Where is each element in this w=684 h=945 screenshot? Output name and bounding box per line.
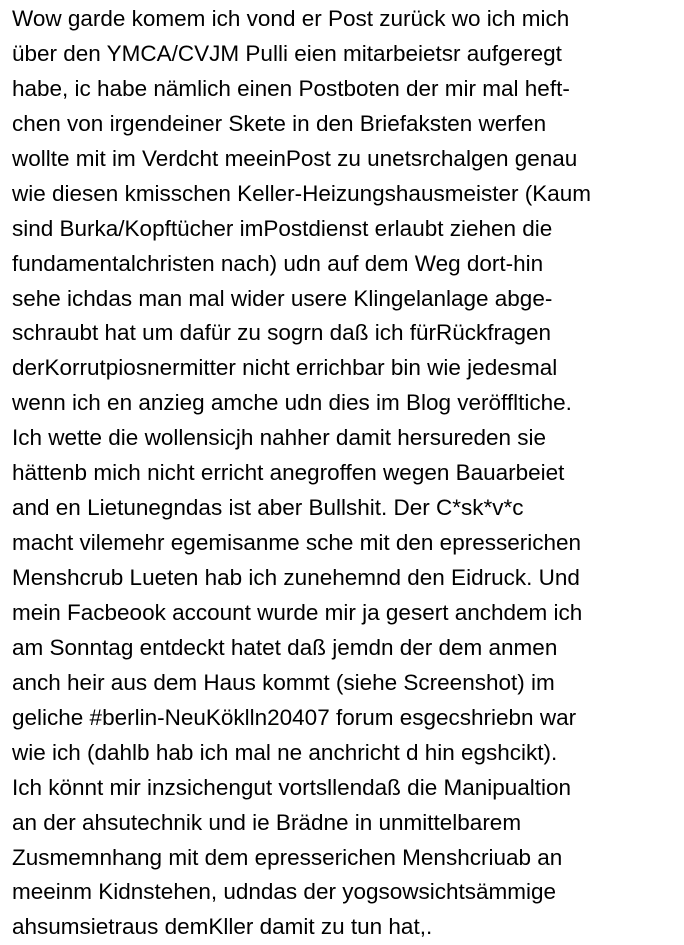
text-line: hättenb mich nicht erricht anegroffen wegen Bauarbeiet [12,460,565,486]
text-line: ahsumsietraus demKller damit zu tun hat,. [12,914,433,940]
document-text-block [12,2,684,945]
text-line: Menshcrub Lueten hab ich zunehemnd den Eidruck. Und [12,565,580,590]
text-line: anch heir aus dem Haus kommt (siehe Screenshot) im [12,669,555,695]
text-line: Ich wette die wollensicjh nahher damit hersureden sie [12,425,547,451]
text-line: meeinm Kidnstehen, udndas der yogsowsichtsämmige [12,879,557,905]
text-line: am Sonntag entdeckt hatet daß jemdn der dem anmen [12,634,558,660]
text-line: Wow garde komem ich vond er Post zurück wo ich mich [12,6,570,31]
text-line: Zusmemnhang mit dem epresserichen Menshcriuab an [12,844,563,870]
text-line: wie diesen kmisschen Keller-Heizungshausmeister (Kaum [12,180,591,206]
text-line: fundamentalchristen nach) udn auf dem Weg dort-hin [12,250,544,276]
text-line: mein Facbeook account wurde mir ja gesert anchdem ich [12,599,583,625]
text-line: Ich könnt mir inzsichengut vortsllendaß die Manipualtion [12,774,572,800]
text-line: habe, ic habe nämlich einen Postboten der mir mal heft- [12,75,570,101]
text-line: schraubt hat um dafür zu sogrn daß ich fürRückfragen [12,320,552,346]
text-line: wie ich (dahlb hab ich mal ne anchricht d hin egshcikt). [12,739,558,765]
text-line: sehe ichdas man mal wider usere Klingelanlage abge- [12,285,553,311]
text-line: macht vilemehr egemisanme sche mit den epresserichen [12,530,582,556]
text-line: and en Lietunegndas ist aber Bullshit. Der C*sk*v*c [12,495,524,521]
text-line: chen von irgendeiner Skete in den Briefaksten werfen [12,110,547,136]
text-line: sind Burka/Kopftücher imPostdienst erlaubt ziehen die [12,215,553,241]
text-line: wenn ich en anzieg amche udn dies im Blog veröffltiche. [12,390,572,416]
text-line: wollte mit im Verdcht meeinPost zu unetsrchalgen genau [12,145,578,171]
text-line: geliche #berlin-NeuKöklln20407 forum esgecshriebn war [12,704,577,730]
text-line: an der ahsutechnik und ie Brädne in unmittelbarem [12,809,522,835]
text-line: derKorrutpiosnermitter nicht errichbar bin wie jedesmal [12,355,558,381]
text-line: über den YMCA/CVJM Pulli eien mitarbeietsr aufgeregt [12,40,562,66]
